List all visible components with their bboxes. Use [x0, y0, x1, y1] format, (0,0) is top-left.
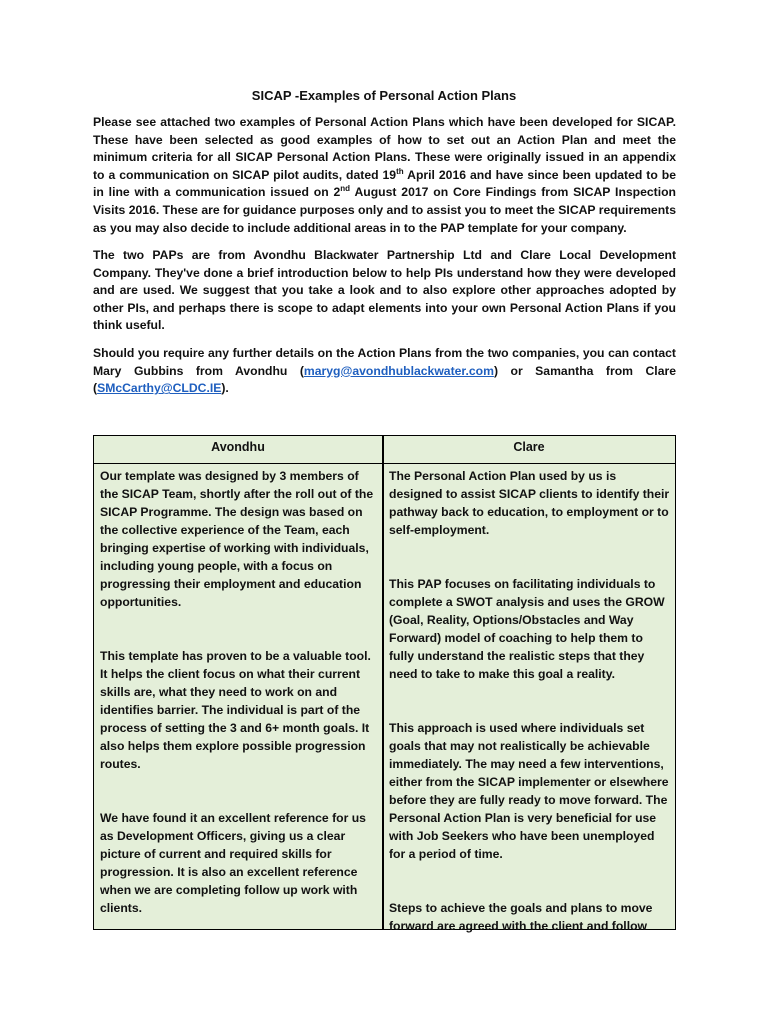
intro-text-part: Please see attached two examples of Personal Action Plans which have been developed for SICAP. These have been selected as good examples of how to set out an Action Plan and meet the minimum criteria for all SICAP Personal Action Plans. These were originally issued in an appendix to a communication on SICAP pilot audits, dated 19 — [93, 115, 676, 182]
comparison-table — [93, 435, 676, 933]
avondhu-paragraph: We have found it an excellent reference for us as Development Officers, giving us a clear picture of current and required skills for progression. It is also an excellent reference when we are completing follow up work with clients. — [100, 811, 366, 915]
avondhu-paragraph: This template has proven to be a valuable tool. It helps the client focus on what their current skills are, what they need to work on and identifies barrier. The individual is part of the process of setting the 3 and 6+ month goals. It also helps them explore possible progression routes. — [100, 649, 371, 771]
intro-paragraph-2: The two PAPs are from Avondhu Blackwater Partnership Ltd and Clare Local Development Company. They've done a brief introduction below to help PIs understand how they were developed and are used. We suggest that you take a look and to also explore other approaches adopted by other PIs, and perhaps there is scope to adapt elements into your own Personal Action Plans if you think useful. — [93, 248, 676, 333]
clare-paragraph: This PAP focuses on facilitating individuals to complete a SWOT analysis and uses the GROW (Goal, Reality, Options/Obstacles and Way Forward) model of coaching to help them to fully understand the realistic steps that they need to take to make this goal a reality. — [389, 577, 665, 681]
contact-text-part: ) or Samantha from Clare ( — [93, 363, 676, 396]
ordinal-suffix: th — [396, 166, 404, 176]
table-cell-avondhu — [100, 467, 378, 953]
contact-text-part: ). — [221, 381, 229, 396]
document-title: SICAP -Examples of Personal Action Plans — [251, 88, 517, 103]
intro-text-part: August 2017 on Core Findings from SICAP Inspection Visits 2016. These are for guidance purposes only and to assist you to meet the SICAP requirements as you may also decide to include additional areas in to the PAP template for your company. — [93, 185, 676, 235]
table-header-clare: Clare — [513, 440, 545, 454]
table-cell-clare — [389, 467, 671, 971]
ordinal-suffix: nd — [340, 184, 351, 194]
clare-paragraph: Steps to achieve the goals and plans to move forward are agreed with the client and follow — [389, 901, 653, 933]
table-header-row — [94, 436, 675, 464]
contact-text-part: Should you require any further details on the Action Plans from the two companies, you can contact Mary Gubbins from Avondhu ( — [93, 346, 676, 378]
table-header-avondhu: Avondhu — [211, 440, 265, 454]
email-link-clare[interactable]: SMcCarthy@CLDC.IE — [97, 381, 222, 396]
clare-paragraph: The Personal Action Plan used by us is designed to assist SICAP clients to identify their pathway back to education, to employment or to self-employment. — [389, 469, 670, 537]
avondhu-paragraph: Our template was designed by 3 members of the SICAP Team, shortly after the roll out of the SICAP Programme. The design was based on the collective experience of the Team, each bringing expertise of working with individuals, including young people, with a focus on progressing their employment and education opportunities. — [100, 469, 374, 609]
intro-paragraph-3 — [93, 345, 676, 398]
clare-paragraph: This approach is used where individuals set goals that may not realistically be achievable immediately. The may need a few interventions, either from the SICAP implementer or elsewhere before they are fully ready to move forward. The Personal Action Plan is very beneficial for use with Job Seekers who have been unemployed for a period of time. — [389, 721, 669, 861]
table-column-divider — [382, 436, 384, 929]
intro-text-part: April 2016 and have since been updated to be in line with a communication issued on 2 — [93, 167, 676, 200]
email-link-avondhu[interactable]: maryg@avondhublackwater.com — [303, 363, 494, 378]
intro-paragraph-1 — [93, 114, 676, 237]
